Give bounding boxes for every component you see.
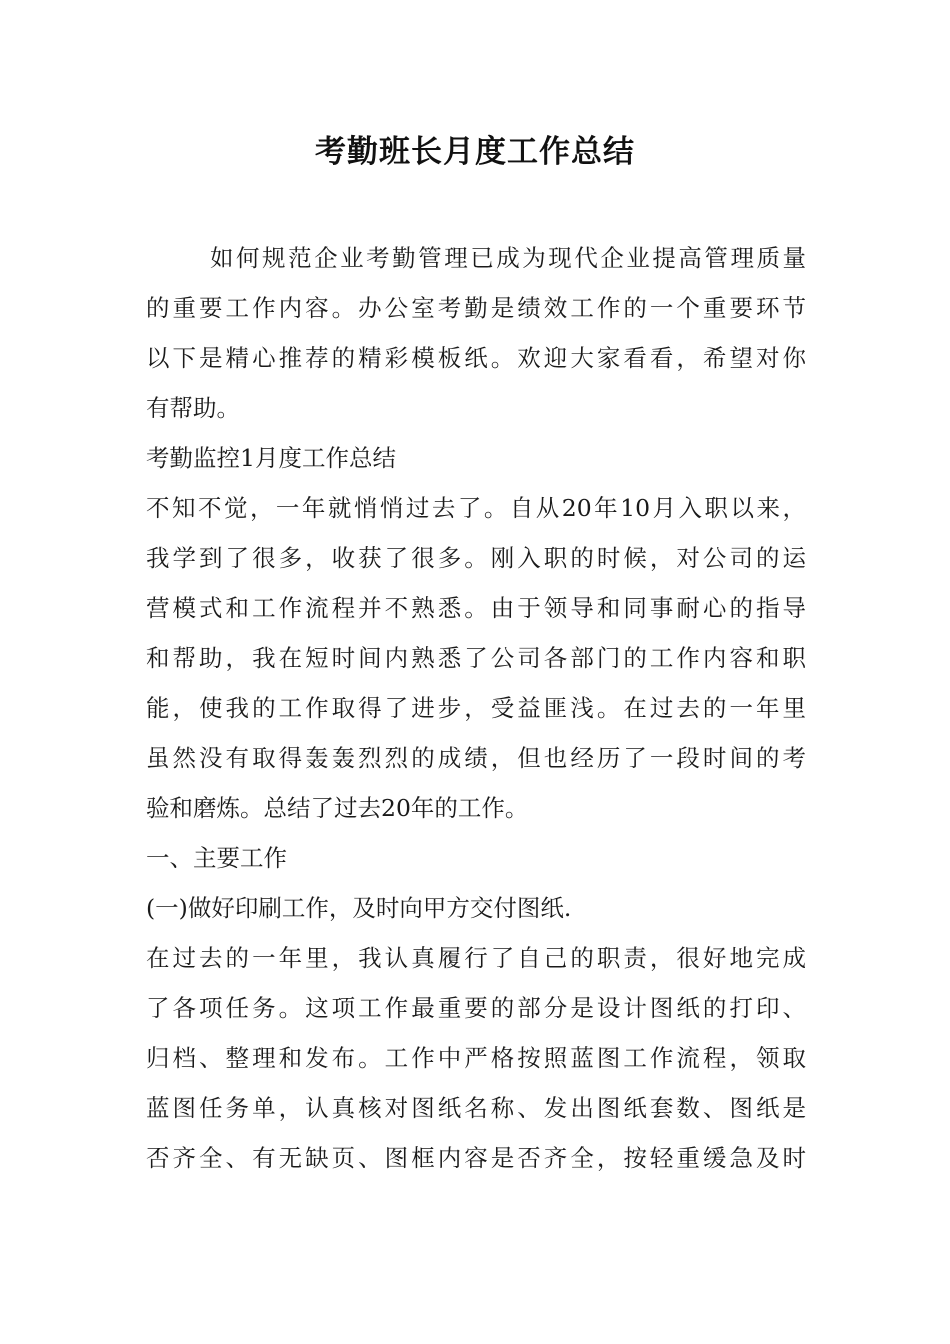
subsection-heading: (一)做好印刷工作，及时向甲方交付图纸.	[146, 894, 572, 922]
paragraph-line: 了各项任务。这项工作最重要的部分是设计图纸的打印、	[146, 994, 806, 1022]
paragraph-line: 有帮助。	[146, 394, 240, 422]
paragraph-line: 营模式和工作流程并不熟悉。由于领导和同事耐心的指导	[146, 594, 806, 622]
paragraph-line: 验和磨炼。总结了过去20年的工作。	[146, 794, 529, 822]
paragraph-line: 如何规范企业考勤管理已成为现代企业提高管理质量	[210, 244, 806, 272]
paragraph-line: 不知不觉，一年就悄悄过去了。自从20年10月入职以来，	[146, 494, 806, 522]
paragraph-line: 归档、整理和发布。工作中严格按照蓝图工作流程，领取	[146, 1044, 806, 1072]
paragraph-line: 蓝图任务单，认真核对图纸名称、发出图纸套数、图纸是	[146, 1094, 806, 1122]
section-heading: 一、主要工作	[146, 844, 287, 872]
paragraph-line: 我学到了很多，收获了很多。刚入职的时候，对公司的运	[146, 544, 806, 572]
document-title: 考勤班长月度工作总结	[315, 134, 635, 170]
paragraph-line: 能，使我的工作取得了进步，受益匪浅。在过去的一年里	[146, 694, 806, 722]
paragraph-line: 在过去的一年里，我认真履行了自己的职责，很好地完成	[146, 944, 806, 972]
paragraph-line: 的重要工作内容。办公室考勤是绩效工作的一个重要环节	[146, 294, 806, 322]
paragraph-line: 否齐全、有无缺页、图框内容是否齐全，按轻重缓急及时	[146, 1144, 806, 1172]
paragraph-line: 虽然没有取得轰轰烈烈的成绩，但也经历了一段时间的考	[146, 744, 806, 772]
document-body	[146, 233, 806, 1183]
paragraph-line: 和帮助，我在短时间内熟悉了公司各部门的工作内容和职	[146, 644, 806, 672]
section-heading: 考勤监控1月度工作总结	[146, 444, 396, 472]
paragraph-line: 以下是精心推荐的精彩模板纸。欢迎大家看看，希望对你	[146, 344, 806, 372]
